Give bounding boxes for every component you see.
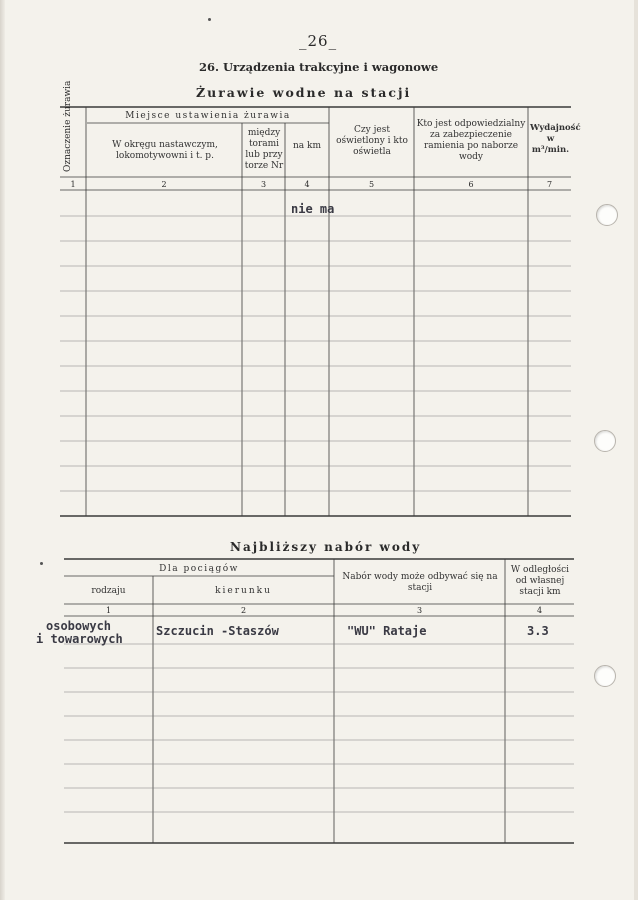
col-okreg-header: W okręgu nastawczym, lokomotywowni i t. p. xyxy=(112,140,218,161)
page-number: _26_ xyxy=(299,32,338,50)
section-title: 26. Urządzenia trakcyjne i wagonowe xyxy=(199,60,439,74)
col-number: 7 xyxy=(546,180,553,189)
col-number: 3 xyxy=(416,606,423,615)
typed-odleglosc: 3.3 xyxy=(527,624,549,638)
col-miedzy-header: między torami lub przy torze Nr xyxy=(244,128,284,171)
table1-title: Żurawie wodne na stacji xyxy=(196,85,412,100)
binder-hole xyxy=(594,430,616,452)
col-number: 2 xyxy=(240,606,247,615)
col-rodzaju-header: rodzaju xyxy=(91,586,126,596)
col-wydajnosc-header: Wydajność w m³/min. xyxy=(530,123,581,155)
col-number: 1 xyxy=(70,180,76,189)
typed-rodzaju-line1: osobowych xyxy=(46,619,112,633)
col-number: 3 xyxy=(260,180,267,189)
col-number: 6 xyxy=(468,180,474,189)
typed-rodzaju-line2: i towarowych xyxy=(36,632,123,646)
col-number: 4 xyxy=(536,606,543,615)
col-kto-header: Kto jest odpowiedzialny za zabezpieczenie ramienia po naborze wody xyxy=(416,119,526,162)
col-number: 4 xyxy=(304,180,310,189)
col-kierunku-header: kierunku xyxy=(215,586,272,596)
binder-hole xyxy=(594,665,616,687)
col-number: 2 xyxy=(161,180,167,189)
group-dla-header: Dla pociągów xyxy=(159,564,239,574)
typed-kierunku: Szczucin -Staszów xyxy=(156,624,279,638)
col-odleglosc-header: W odległości od własnej stacji km xyxy=(510,565,570,597)
typed-nabor: "WU" Rataje xyxy=(347,624,427,638)
typed-entry-nie-ma: nie ma xyxy=(291,202,335,216)
col-nabor-header: Nabór wody może odbywać się na stacji xyxy=(342,572,498,593)
col-oznaczenie-header: Oznaczenie żurawia xyxy=(63,80,73,172)
table2-title: Najbliższy nabór wody xyxy=(230,540,422,554)
binder-hole xyxy=(596,204,618,226)
col-number: 5 xyxy=(368,180,375,189)
col-number: 1 xyxy=(105,606,112,615)
col-na-km-header: na km xyxy=(292,141,321,151)
col-oswietlony-header: Czy jest oświetlony i kto oświetla xyxy=(336,125,408,157)
group-miejsce-header: Miejsce ustawienia żurawia xyxy=(125,111,291,121)
